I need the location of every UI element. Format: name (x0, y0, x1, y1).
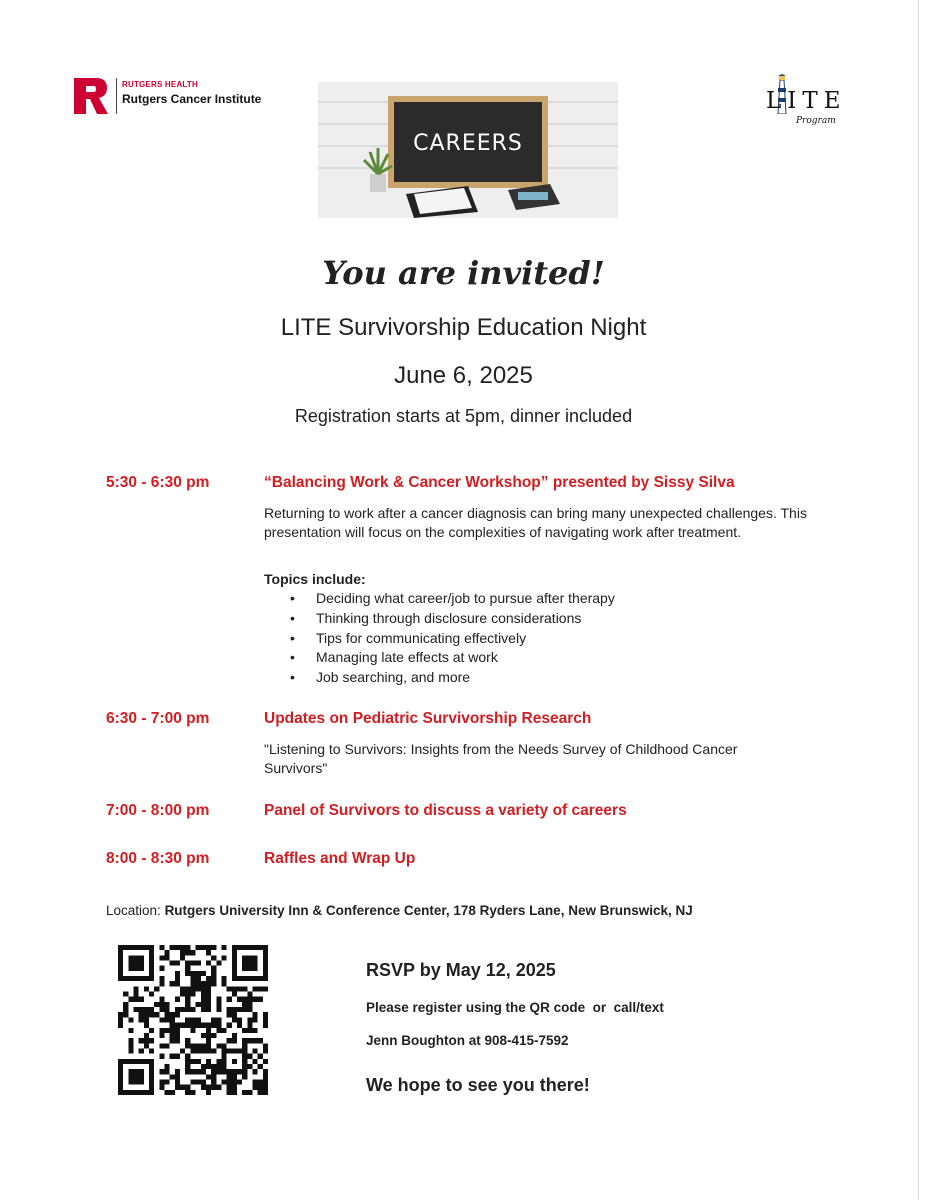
session-description-2: "Listening to Survivors: Insights from the Needs Survey of Childhood Cancer Survivors" (264, 741, 738, 776)
session-heading-1: “Balancing Work & Cancer Workshop” presented by Sissy Silva (264, 474, 735, 491)
topics-label: Topics include: (264, 571, 366, 587)
session-time-3: 7:00 - 8:00 pm (106, 802, 210, 819)
registration-note: Registration starts at 5pm, dinner included (294, 406, 633, 426)
topic-text: Tips for communicating effectively (316, 629, 527, 646)
topic-item (264, 629, 615, 649)
topic-item (264, 668, 615, 688)
rutgers-r-icon (72, 76, 110, 116)
session-time-4: 8:00 - 8:30 pm (106, 850, 210, 867)
closing-message: We hope to see you there! (366, 1075, 590, 1095)
topic-text: Managing late effects at work (316, 649, 498, 666)
bullet-icon: • (290, 609, 295, 626)
logo-divider (116, 78, 117, 114)
session-heading-2: Updates on Pediatric Survivorship Research (264, 710, 592, 727)
session-heading-3: Panel of Survivors to discuss a variety of careers (264, 802, 627, 819)
invitation-heading: You are invited! (322, 254, 605, 292)
topic-item (264, 609, 615, 629)
bullet-icon: • (290, 669, 295, 686)
bullet-icon: • (290, 649, 295, 666)
event-location (106, 903, 693, 918)
page-edge-line (918, 0, 919, 1200)
lite-program-label: Program (796, 116, 836, 126)
event-date: June 6, 2025 (394, 362, 533, 389)
topic-item (264, 648, 615, 668)
careers-chalkboard-photo (318, 82, 618, 218)
topics-list (264, 589, 615, 688)
rutgers-cancer-institute-logo (72, 76, 262, 120)
location-address: Rutgers University Inn & Conference Center, 178 Ryders Lane, New Brunswick, NJ (164, 903, 693, 918)
register-instructions: Please register using the QR code or call/text (366, 1000, 664, 1015)
rutgers-institute-name: Rutgers Cancer Institute (122, 92, 262, 106)
contact-info: Jenn Boughton at 908-415-7592 (366, 1033, 569, 1048)
topic-item (264, 589, 615, 609)
lite-program-logo (762, 74, 847, 154)
chalkboard-word: CAREERS (413, 131, 523, 156)
rutgers-health-label: RUTGERS HEALTH (122, 80, 198, 89)
topic-text: Job searching, and more (316, 669, 471, 686)
session-time-1: 5:30 - 6:30 pm (106, 474, 210, 491)
bullet-icon: • (290, 590, 295, 606)
topic-text: Thinking through disclosure considerations (316, 609, 582, 626)
session-heading-4: Raffles and Wrap Up (264, 850, 416, 867)
rsvp-deadline: RSVP by May 12, 2025 (366, 960, 556, 980)
lite-logo-word: LITE (766, 88, 847, 114)
session-description-1: Returning to work after a cancer diagnosis can bring many unexpected challenges. This presentation will focus on the complexities of navigating work after treatment. (264, 505, 807, 540)
location-label: Location: (106, 903, 161, 918)
event-title: LITE Survivorship Education Night (280, 314, 647, 341)
registration-qr-code[interactable] (118, 945, 268, 1095)
topic-text: Deciding what career/job to pursue after therapy (316, 590, 615, 606)
bullet-icon: • (290, 629, 295, 646)
session-time-2: 6:30 - 7:00 pm (106, 710, 210, 727)
